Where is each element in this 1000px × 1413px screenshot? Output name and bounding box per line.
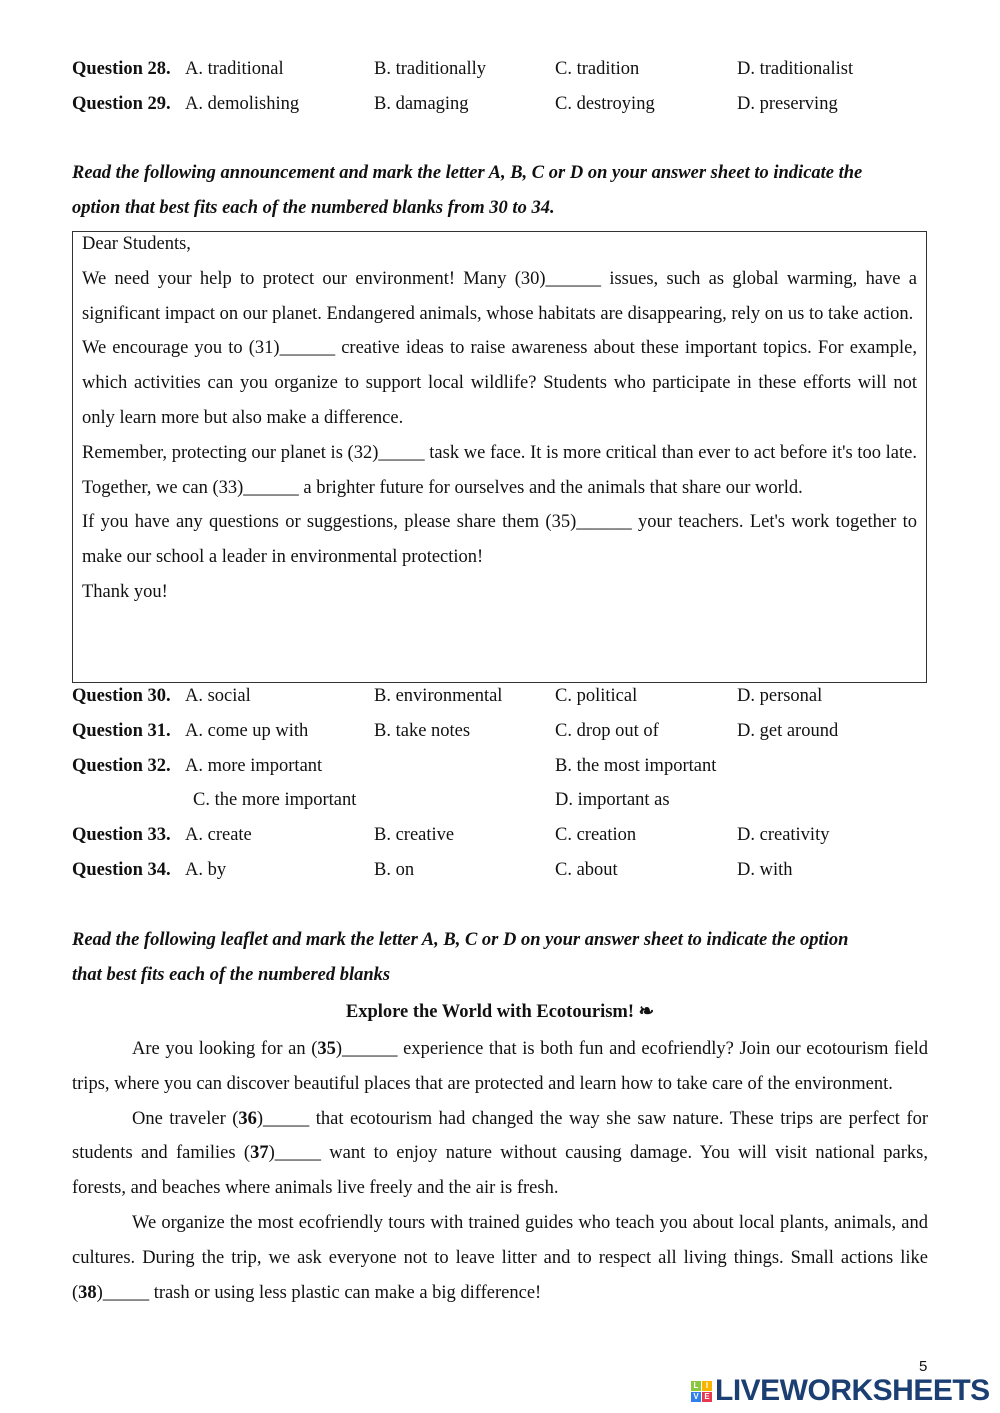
question-29: [72, 87, 928, 122]
text: )______ experience that is both fun and ecofriendly? Join our ecotourism field trips, where you can discover beautiful places that are protected and learn how to take care of the environment.: [72, 1039, 928, 1094]
logo-tile: E: [702, 1392, 712, 1402]
question-label: Question 32.: [72, 755, 171, 776]
instruction-line: that best fits each of the numbered blanks: [72, 964, 391, 985]
instruction-line: Read the following announcement and mark the letter A, B, C or D on your answer sheet to indicate the: [72, 163, 863, 183]
option-b[interactable]: B. the most important: [555, 755, 717, 776]
announcement-paragraph: We need your help to protect our environment! Many (30)______ issues, such as global warming, have a significant impact on our planet. Endangered animals, whose habitats are disappearing, rely on us to take action.: [82, 268, 917, 324]
leaflet-body: [72, 1032, 928, 1310]
announcement-paragraph: We encourage you to (31)______ creative ideas to raise awareness about these important topics. For example, which activities can you organize to support local wildlife? Students who participate in these efforts will not only learn more but also make a difference.: [82, 338, 917, 428]
closing: Thank you!: [82, 581, 168, 602]
questions-28-29: [72, 52, 928, 122]
question-34: [72, 853, 928, 888]
question-31: [72, 714, 928, 749]
question-label: Question 34.: [72, 859, 171, 880]
option-c[interactable]: C. destroying: [555, 93, 655, 114]
option-c[interactable]: C. the more important: [193, 790, 357, 811]
announcement-paragraph: Remember, protecting our planet is (32)_____ task we face. It is more critical than ever to act before it's too late. Together, we can (33)______ a brighter future for ourselves and the animals that share our world.: [82, 442, 917, 498]
question-label: Question 28.: [72, 59, 171, 79]
option-b[interactable]: B. traditionally: [374, 59, 487, 79]
leaflet-paragraph: [72, 1032, 928, 1102]
option-d[interactable]: D. with: [737, 859, 793, 880]
option-c[interactable]: C. drop out of: [555, 720, 659, 741]
option-b[interactable]: B. take notes: [374, 720, 471, 741]
option-d[interactable]: D. traditionalist: [737, 59, 854, 79]
option-a[interactable]: A. come up with: [185, 720, 309, 741]
option-c[interactable]: C. political: [555, 686, 638, 706]
option-a[interactable]: A. demolishing: [185, 93, 300, 114]
option-b[interactable]: B. environmental: [374, 686, 503, 706]
instruction-leaflet: [72, 923, 928, 993]
question-label: Question 30.: [72, 686, 171, 706]
text: Are you looking for an (: [132, 1039, 318, 1059]
announcement-box: [72, 231, 927, 683]
option-d[interactable]: D. important as: [555, 790, 670, 811]
question-32: [72, 749, 928, 784]
logo-tile: I: [702, 1381, 712, 1391]
logo-tile: V: [691, 1392, 701, 1402]
questions-30-34: [72, 679, 928, 888]
option-c[interactable]: C. tradition: [555, 59, 640, 79]
logo-tile: L: [691, 1381, 701, 1391]
leaflet-title: Explore the World with Ecotourism! ❧: [345, 1002, 655, 1022]
option-d[interactable]: D. get around: [737, 720, 839, 741]
option-a[interactable]: A. more important: [185, 755, 323, 776]
question-label: Question 33.: [72, 825, 171, 846]
blank-number: 36: [238, 1108, 257, 1129]
option-c[interactable]: C. about: [555, 859, 618, 880]
blank-number: 35: [317, 1039, 336, 1059]
option-c[interactable]: C. creation: [555, 825, 637, 846]
instruction-announcement: [72, 156, 928, 226]
option-d[interactable]: D. preserving: [737, 93, 838, 114]
option-b[interactable]: B. creative: [374, 825, 455, 846]
option-d[interactable]: D. creativity: [737, 825, 830, 846]
text: )_____ want to enjoy nature without causing damage. You will visit national parks, forests, and beaches where animals live freely and the air is fresh.: [72, 1143, 928, 1199]
logo-tiles-icon: [691, 1381, 712, 1402]
question-33: [72, 818, 928, 853]
question-32-cont: [72, 783, 928, 818]
greeting: Dear Students,: [82, 234, 191, 254]
text: )_____ that ecotourism had changed the way she saw nature. These trips are perfect for students and families (: [72, 1108, 928, 1164]
option-a[interactable]: A. traditional: [185, 59, 284, 79]
text: )_____ trash or using less plastic can make a big difference!: [96, 1282, 542, 1303]
leaflet-paragraph: [72, 1102, 928, 1206]
question-label: Question 31.: [72, 720, 171, 741]
option-a[interactable]: A. create: [185, 825, 252, 846]
option-a[interactable]: A. by: [185, 859, 227, 880]
instruction-line: option that best fits each of the numbered blanks from 30 to 34.: [72, 197, 555, 218]
logo-text: LIVEWORKSHEETS: [715, 1374, 990, 1407]
option-b[interactable]: B. on: [374, 859, 415, 880]
text: We organize the most ecofriendly tours with trained guides who teach you about local plants, animals, and cultures. During the trip, we ask everyone not to leave litter and to respect all living things. Small actions like (: [72, 1212, 928, 1303]
text: One traveler (: [132, 1108, 239, 1129]
question-label: Question 29.: [72, 93, 171, 114]
blank-number: 37: [250, 1143, 269, 1164]
announcement-paragraph: If you have any questions or suggestions, please share them (35)______ your teachers. Let's work together to make our school a leader in environmental protection!: [82, 512, 917, 568]
instruction-line: Read the following leaflet and mark the letter A, B, C or D on your answer sheet to indicate the option: [72, 930, 849, 950]
option-d[interactable]: D. personal: [737, 686, 823, 706]
question-28: [72, 52, 928, 87]
blank-number: 38: [78, 1282, 97, 1303]
option-a[interactable]: A. social: [185, 686, 251, 706]
leaflet-paragraph: [72, 1206, 928, 1310]
page-number: 5: [919, 1358, 928, 1375]
option-b[interactable]: B. damaging: [374, 93, 469, 114]
liveworksheets-logo: [691, 1374, 990, 1408]
question-30: [72, 679, 928, 714]
